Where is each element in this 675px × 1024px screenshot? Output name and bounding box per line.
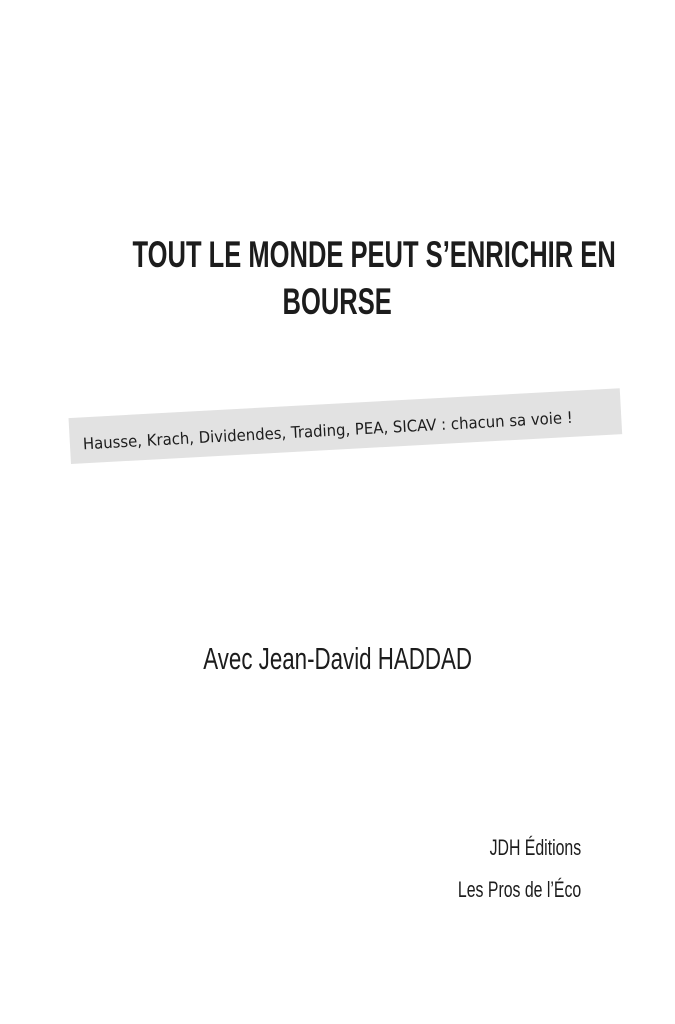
book-title-line-2 [0,282,675,322]
publisher-name [454,835,581,861]
book-title-text-1: TOUT LE MONDE PEUT S’ENRICHIR EN [132,234,616,275]
publisher-collection [410,877,581,903]
book-title-text-2: BOURSE [282,281,393,322]
subtitle-text: Hausse, Krach, Dividendes, Trading, PEA, SICAV : chacun sa voie ! [82,407,574,453]
author-text: Avec Jean-David HADDAD [203,641,472,676]
author-line [0,641,675,677]
book-title-line-1 [24,235,675,275]
publisher-name-text: JDH Éditions [489,835,581,860]
publisher-collection-text: Les Pros de l’Éco [457,877,581,902]
subtitle-banner [69,388,623,464]
